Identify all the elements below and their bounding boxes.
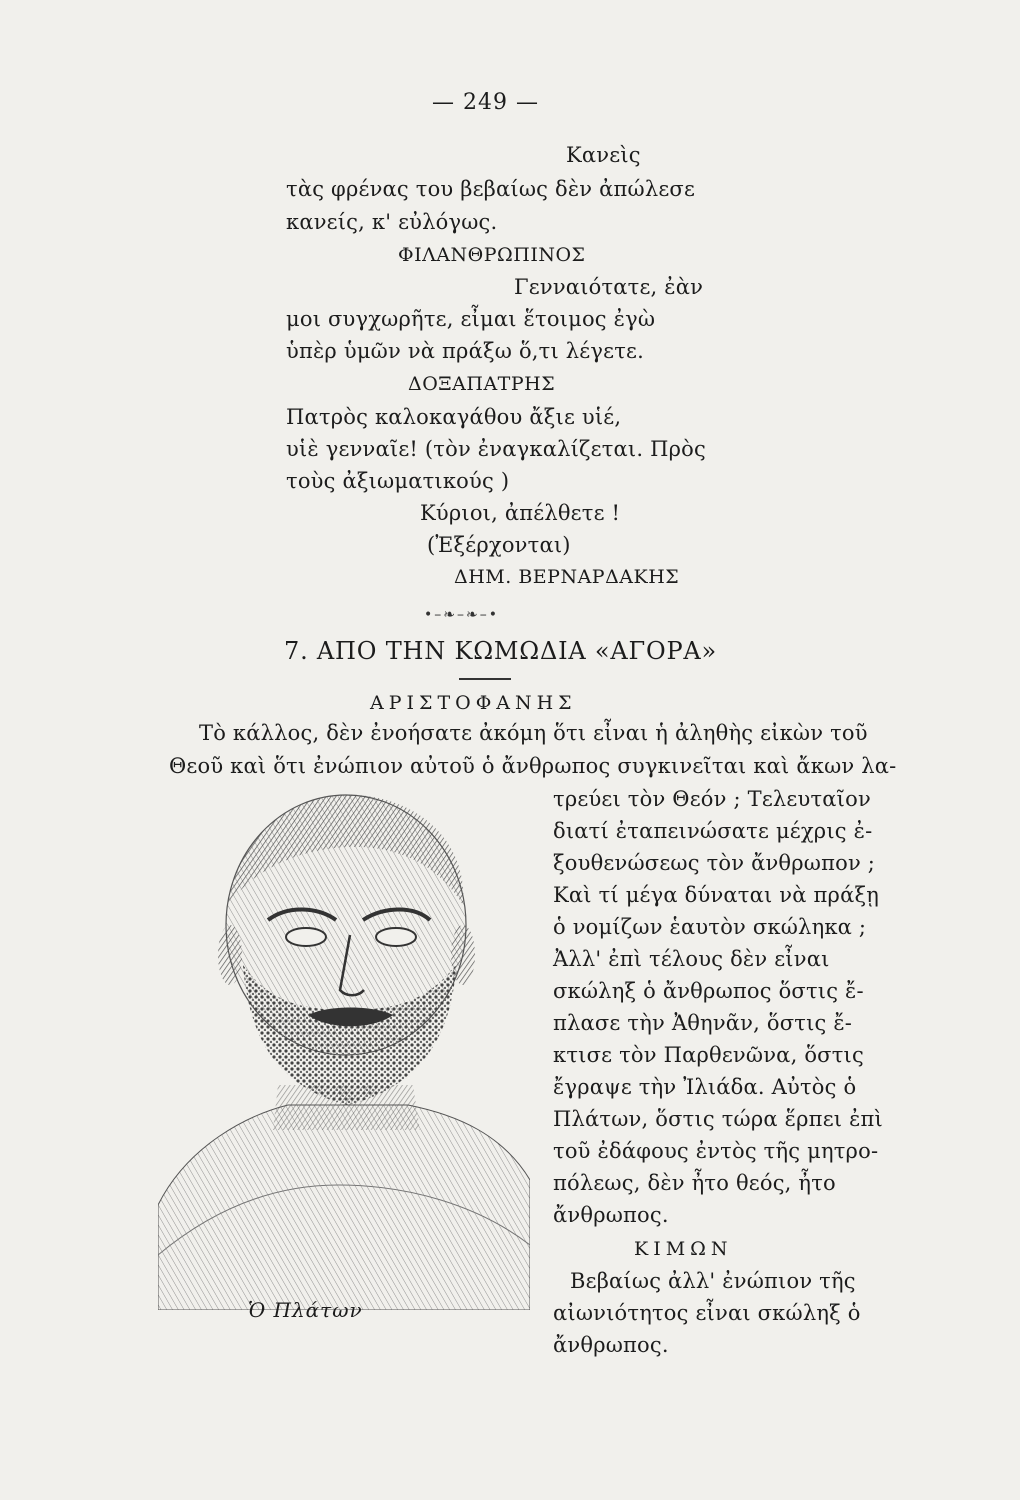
- speaker-name: ΔΟΞΑΠΑΤΡΗΣ: [408, 373, 556, 395]
- section-title: 7. ΑΠΟ ΤΗΝ ΚΩΜΩΔΙΑ «ΑΓΟΡΑ»: [284, 637, 718, 665]
- verse-line: τὰς φρένας του βεβαίως δὲν ἀπώλεσε: [286, 177, 696, 201]
- prose-line: ξουθενώσεως τὸν ἄνθρωπον ;: [553, 851, 876, 875]
- prose-line: ὁ νομίζων ἑαυτὸν σκώληκα ;: [553, 915, 867, 939]
- verse-line: υἱὲ γενναῖε! (τὸν ἐναγκαλίζεται. Πρὸς: [286, 437, 706, 461]
- verse-line: κανείς, κ' εὐλόγως.: [286, 210, 498, 234]
- prose-line: πλασε τὴν Ἀθηνᾶν, ὅστις ἔ-: [553, 1011, 853, 1035]
- prose-line: πόλεως, δὲν ἦτο θεός, ἦτο: [553, 1171, 836, 1195]
- prose-line: τοῦ ἐδάφους ἐντὸς τῆς μητρο-: [553, 1139, 879, 1163]
- author-name: ΔΗΜ. ΒΕΡΝΑΡΔΑΚΗΣ: [454, 566, 680, 588]
- portrait-caption: Ὁ Πλάτων: [248, 1298, 363, 1322]
- prose-line: Καὶ τί μέγα δύναται νὰ πράξῃ: [553, 883, 880, 907]
- speaker-name: ΦΙΛΑΝΘΡΩΠΙΝΟΣ: [398, 244, 586, 266]
- prose-line: Τὸ κάλλος, δὲν ἐνοήσατε ἀκόμη ὅτι εἶναι ἡ ἀληθὴς εἰκὼν τοῦ: [199, 721, 868, 745]
- prose-line: ἄνθρωπος.: [553, 1333, 669, 1357]
- verse-line: Πατρὸς καλοκαγάθου ἄξιε υἱέ,: [286, 405, 622, 429]
- prose-line: ἄνθρωπος.: [553, 1203, 669, 1227]
- prose-line: Πλάτων, ὅστις τώρα ἕρπει ἐπὶ: [553, 1107, 883, 1131]
- page-number: — 249 —: [432, 90, 539, 115]
- prose-line: Βεβαίως ἀλλ' ἐνώπιον τῆς: [570, 1269, 856, 1293]
- ornament-divider: •–❧–❧–•: [424, 607, 499, 623]
- speaker-name: ΚΙΜΩΝ: [634, 1238, 733, 1260]
- verse-line: Γενναιότατε, ἐὰν: [514, 275, 704, 299]
- verse-line: τοὺς ἀξιωματικούς ): [286, 469, 510, 493]
- prose-line: Θεοῦ καὶ ὅτι ἐνώπιον αὐτοῦ ὁ ἄνθρωπος συγκινεῖται καὶ ἄκων λα-: [169, 754, 897, 778]
- prose-line: σκώληξ ὁ ἄνθρωπος ὅστις ἔ-: [553, 979, 864, 1003]
- prose-line: ἔγραψε τὴν Ἰλιάδα. Αὐτὸς ὁ: [553, 1075, 857, 1099]
- prose-line: αἰωνιότητος εἶναι σκώληξ ὁ: [553, 1301, 861, 1325]
- verse-line: ὑπὲρ ὑμῶν νὰ πράξω ὅ,τι λέγετε.: [286, 339, 644, 363]
- prose-line: διατί ἐταπεινώσατε μέχρις ἐ-: [553, 819, 873, 843]
- verse-line: Κύριοι, ἀπέλθετε !: [420, 501, 621, 525]
- verse-line: μοι συγχωρῆτε, εἶμαι ἕτοιμος ἐγὼ: [286, 307, 656, 331]
- speaker-name: ΑΡΙΣΤΟΦΑΝΗΣ: [370, 692, 577, 714]
- prose-line: τρεύει τὸν Θεόν ; Τελευταῖον: [553, 787, 871, 811]
- prose-line: Ἀλλ' ἐπὶ τέλους δὲν εἶναι: [553, 947, 830, 971]
- prose-line: κτισε τὸν Παρθενῶνα, ὅστις: [553, 1043, 864, 1067]
- verse-line: Κανεὶς: [566, 143, 641, 167]
- plato-bust-illustration: [158, 785, 530, 1310]
- stage-direction: (Ἐξέρχονται): [427, 533, 571, 557]
- title-rule: [459, 678, 511, 680]
